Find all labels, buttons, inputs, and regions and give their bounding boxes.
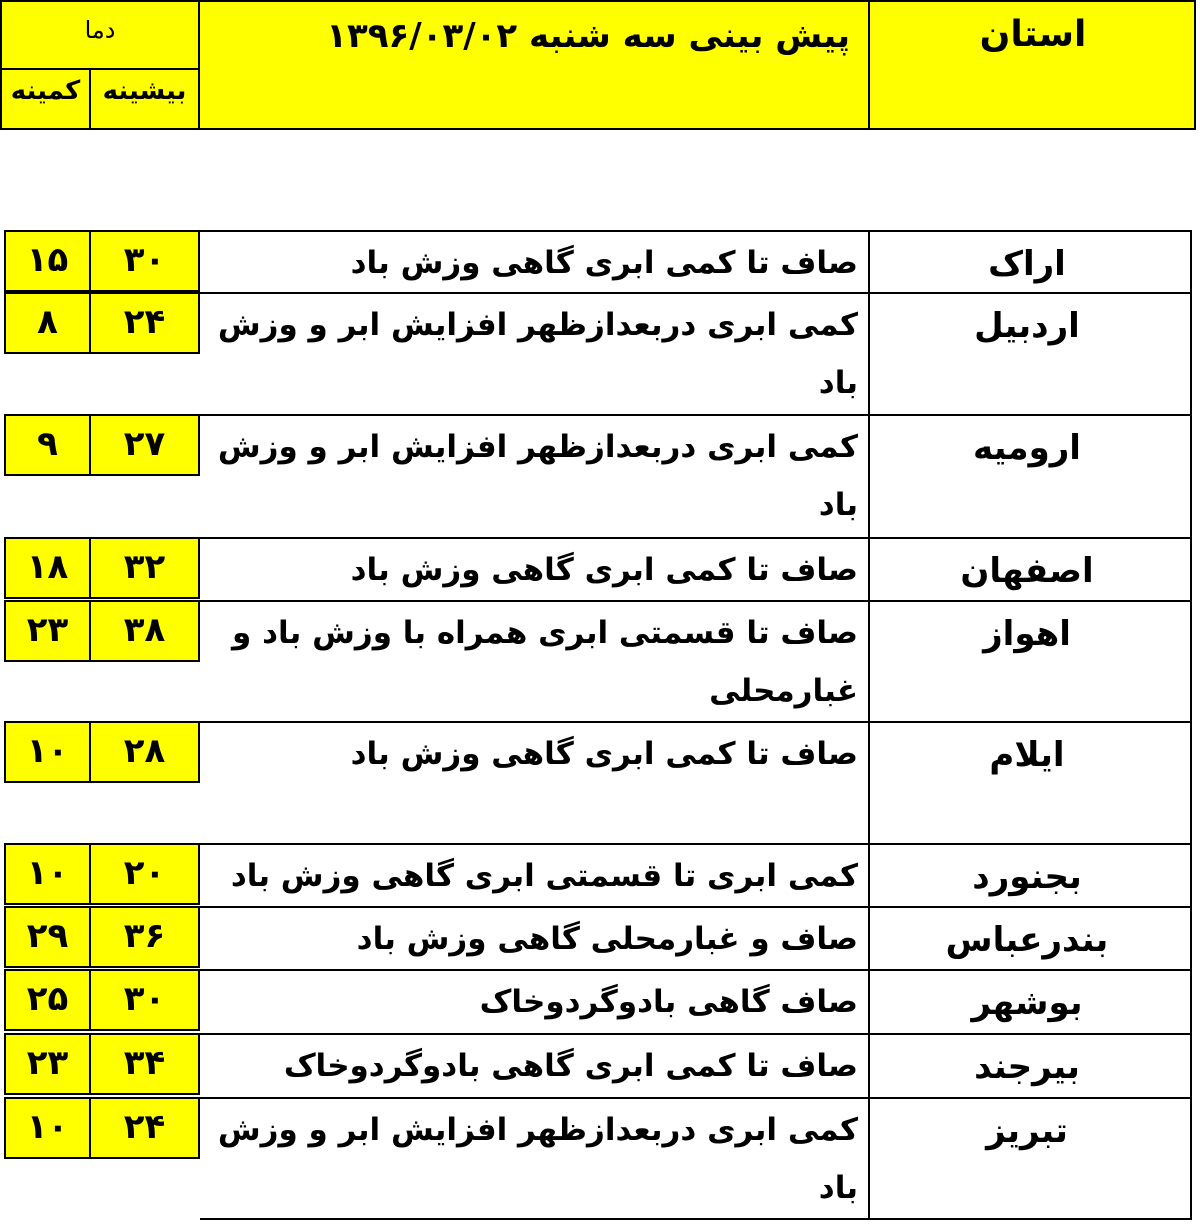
forecast-cell: صاف تا کمی ابری گاهی بادوگردوخاک — [283, 1048, 858, 1084]
max-temp-value: ۲۴ — [123, 1107, 166, 1147]
max-temp-value: ۲۴ — [123, 302, 166, 342]
row-divider — [200, 414, 1192, 416]
forecast-title: پیش بینی سه شنبه ۱۳۹۶/۰۳/۰۲ — [326, 16, 850, 56]
row-divider — [200, 1097, 1192, 1099]
max-header: بیشینه — [102, 76, 187, 106]
max-temp-value: ۲۷ — [123, 424, 166, 464]
province-cell: بندرعباس — [945, 920, 1109, 960]
table-border-bottom — [200, 1218, 1192, 1220]
header-divider — [0, 68, 200, 70]
forecast-cell: صاف تا کمی ابری گاهی وزش باد — [350, 552, 858, 588]
province-cell: ایلام — [989, 735, 1065, 775]
row-divider — [200, 230, 1192, 232]
forecast-cell: صاف گاهی بادوگردوخاک — [479, 984, 858, 1020]
row-divider — [200, 1033, 1192, 1035]
row-divider — [200, 906, 1192, 908]
province-cell: بوشهر — [971, 983, 1083, 1023]
forecast-cell: صاف تا کمی ابری گاهی وزش باد — [350, 245, 858, 281]
province-header: استان — [979, 14, 1087, 55]
forecast-cell: صاف و غبارمحلی گاهی وزش باد — [356, 921, 858, 957]
row-divider — [200, 537, 1192, 539]
forecast-cell: کمی ابری تا قسمتی ابری گاهی وزش باد — [230, 858, 858, 894]
province-cell: بجنورد — [972, 857, 1082, 897]
max-temp-value: ۲۰ — [123, 853, 166, 893]
min-temp-value: ۱۰ — [26, 731, 69, 771]
province-cell: ارومیه — [973, 428, 1081, 468]
max-temp-value: ۳۰ — [123, 979, 166, 1019]
min-temp-value: ۱۰ — [26, 853, 69, 893]
row-divider — [200, 843, 1192, 845]
province-cell: تبریز — [986, 1111, 1068, 1151]
forecast-cell: کمی ابری دربعدازظهر افزایش ابر و وزش باد — [217, 1112, 858, 1206]
province-cell: اردبیل — [974, 306, 1080, 346]
min-header: کمینه — [10, 76, 81, 106]
province-cell: اراک — [988, 244, 1066, 284]
min-temp-value: ۱۰ — [26, 1107, 69, 1147]
row-divider — [200, 721, 1192, 723]
row-divider — [200, 969, 1192, 971]
min-temp-value: ۲۹ — [26, 916, 69, 956]
forecast-cell: کمی ابری دربعدازظهر افزایش ابر و وزش باد — [217, 307, 858, 401]
row-divider — [200, 292, 1192, 294]
min-temp-value: ۲۵ — [26, 979, 69, 1019]
row-divider — [200, 600, 1192, 602]
province-cell: اصفهان — [960, 551, 1094, 591]
max-temp-value: ۳۶ — [123, 916, 166, 956]
province-cell: بیرجند — [974, 1047, 1080, 1087]
max-temp-value: ۳۸ — [123, 610, 166, 650]
max-temp-value: ۳۴ — [123, 1043, 166, 1083]
forecast-cell: کمی ابری دربعدازظهر افزایش ابر و وزش باد — [217, 429, 858, 523]
max-temp-value: ۳۰ — [123, 240, 166, 280]
min-temp-value: ۱۵ — [26, 240, 69, 280]
min-temp-value: ۸ — [37, 302, 58, 342]
min-temp-value: ۱۸ — [26, 547, 69, 587]
temp-header: دما — [84, 16, 116, 44]
min-temp-value: ۲۳ — [26, 610, 69, 650]
forecast-cell: صاف تا قسمتی ابری همراه با وزش باد و غبارمحلی — [232, 615, 858, 709]
forecast-cell: صاف تا کمی ابری گاهی وزش باد — [350, 736, 858, 772]
min-temp-value: ۹ — [37, 424, 58, 464]
max-temp-value: ۲۸ — [123, 731, 166, 771]
max-temp-value: ۳۲ — [123, 547, 166, 587]
province-cell: اهواز — [983, 614, 1071, 654]
min-temp-value: ۲۳ — [26, 1043, 69, 1083]
